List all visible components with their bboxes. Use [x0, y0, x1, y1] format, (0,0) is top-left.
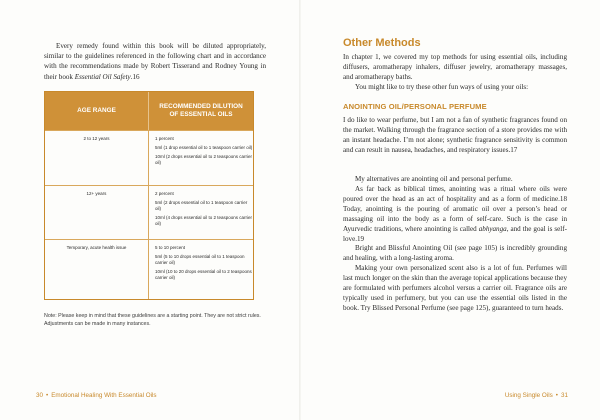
body-paragraph: Making your own personalized scent also is a lot of fun. Perfumes will last much longer on the skin than the average topical applications because they are formulated with perfumers alcohol versus a carrier oil. Fragrance oils are typically used in perfumery, but you can use the essential oils listed in the book. Try Blissed Personal Perfume (see page 125), guaranteed to turn heads. — [343, 264, 567, 313]
dilution-10ml: 10ml (10 to 20 drops essential oil to 2 teaspoons carrier oil) — [155, 269, 252, 280]
body-paragraph: You might like to try these other fun ways of using your oils: — [355, 83, 529, 91]
running-title: Emotional Healing With Essential Oils — [51, 392, 157, 399]
age-cell: Temporary, acute health issue — [45, 240, 149, 299]
age-cell: 2 to 12 years — [45, 131, 149, 185]
section-heading: Other Methods — [343, 37, 421, 49]
body-paragraph: I do like to wear perfume, but I am not a fan of synthetic fragrances found on the market. Walking through the fragrance section of a store provides me with an instant headache. I’m not alone; synthetic fragrance sensitivity is common and can result in nausea, headaches, and respiratory issues.17 — [343, 116, 567, 155]
age-cell: 12+ years — [45, 186, 149, 239]
dilution-cell — [149, 240, 253, 299]
bullet-icon: • — [555, 392, 558, 399]
body-paragraph: In chapter 1, we covered my top methods for using essential oils, including diffusers, aromatherapy inhalers, diffuser jewelry, aromatherapy massages, and aromatherapy baths. — [343, 53, 567, 82]
dilution-table — [44, 91, 254, 300]
dilution-percent: 2 percent — [155, 191, 174, 196]
table-header — [45, 92, 253, 130]
right-page — [300, 0, 600, 420]
running-title: Using Single Oils — [504, 392, 553, 399]
header-age-range: AGE RANGE — [45, 92, 149, 130]
subsection-heading: ANOINTING OIL/PERSONAL PERFUME — [343, 102, 487, 111]
table-row — [45, 130, 253, 185]
right-footer — [505, 392, 568, 399]
intro-paragraph — [44, 41, 266, 82]
dilution-10ml: 10ml (4 drops essential oil to 2 teaspoons carrier oil) — [155, 215, 253, 226]
dilution-percent: 5 to 10 percent — [155, 245, 186, 250]
body-paragraph: My alternatives are anointing oil and personal perfume. — [355, 175, 513, 183]
page-number: 31 — [560, 392, 568, 399]
bullet-icon: • — [46, 392, 49, 399]
intro-text: Every remedy found within this book will be diluted appropriately, similar to the guidelines referenced in the following chart and in accordance with the recommendations made by Robert Tisserand and Rodney Young in their book — [44, 42, 266, 81]
dilution-percent: 1 percent — [155, 136, 174, 141]
table-note: Note: Please keep in mind that these guidelines are a starting point. They are not strict rules. Adjustments can be made in many instances. — [44, 313, 261, 327]
left-footer — [36, 392, 157, 399]
header-dilution: RECOMMENDED DILUTION OF ESSENTIAL OILS — [159, 103, 243, 118]
book-title: Essential Oil Safety — [74, 72, 131, 81]
body-paragraph — [343, 184, 567, 245]
p5-italic-term: abhyanga — [478, 225, 507, 234]
dilution-5ml: 5ml (5 to 10 drops essential oil to 1 teaspoon carrier oil) — [155, 254, 245, 265]
dilution-cell — [149, 186, 253, 239]
page-number: 30 — [36, 392, 44, 399]
body-paragraph: Bright and Blissful Anointing Oil (see page 105) is incredibly grounding and healing, with a long-lasting aroma. — [343, 244, 567, 263]
dilution-5ml: 5ml (2 drops essential oil to 1 teaspoon carrier oil) — [155, 200, 248, 211]
table-row — [45, 185, 253, 239]
dilution-cell — [149, 131, 253, 185]
p5-text-end: , and the goal is self-love.19 — [343, 225, 567, 244]
table-row — [45, 239, 253, 299]
p5-text: As far back as biblical times, anointing was a ritual where oils were poured over the head as an act of hospitality and as a form of medicine.18 Today, anointing is the pouring of aromatic oil over a person’s head or massaging oil into the body as a form of self-care. Such is the case in Ayurvedic traditions, where anointing is called — [343, 185, 567, 234]
dilution-10ml: 10ml (2 drops essential oil to 2 teaspoons carrier oil) — [155, 154, 253, 165]
dilution-5ml: 5ml (1 drop essential oil to 1 teaspoon carrier oil) — [155, 145, 253, 150]
intro-footnote: .16 — [130, 72, 140, 81]
